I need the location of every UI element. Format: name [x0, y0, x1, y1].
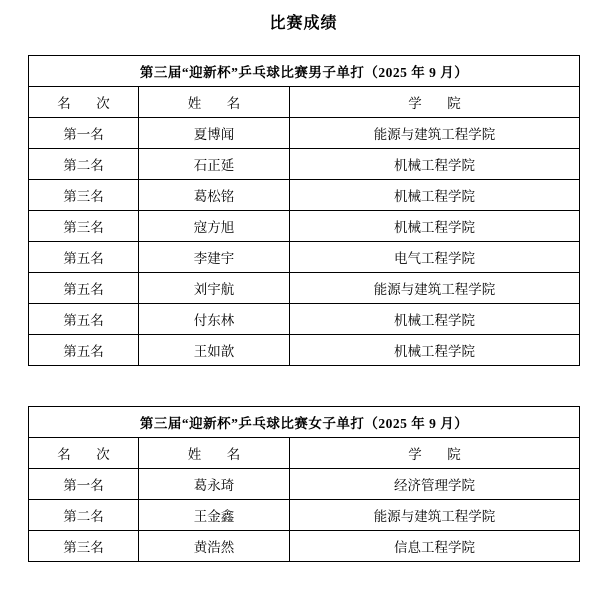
cell-department: 机械工程学院 [290, 149, 580, 180]
cell-rank: 第一名 [29, 469, 139, 500]
cell-name: 刘宇航 [139, 273, 290, 304]
table-row [29, 211, 580, 242]
column-header-rank: 名 次 [29, 438, 139, 469]
page-title: 比赛成绩 [269, 15, 338, 32]
results-table-mens-singles [28, 55, 580, 366]
cell-rank: 第五名 [29, 273, 139, 304]
cell-name: 石正延 [139, 149, 290, 180]
table-header-row [29, 438, 580, 469]
table-caption-row [29, 407, 580, 438]
cell-department: 能源与建筑工程学院 [290, 118, 580, 149]
cell-rank: 第五名 [29, 335, 139, 366]
cell-department: 机械工程学院 [290, 211, 580, 242]
column-header-department: 学 院 [290, 87, 580, 118]
results-table-womens-singles [28, 406, 580, 562]
cell-name: 寇方旭 [139, 211, 290, 242]
cell-name: 李建宇 [139, 242, 290, 273]
table-row [29, 335, 580, 366]
cell-name: 王如歆 [139, 335, 290, 366]
table-row [29, 118, 580, 149]
table-header-row [29, 87, 580, 118]
cell-department: 经济管理学院 [290, 469, 580, 500]
column-header-rank: 名 次 [29, 87, 139, 118]
cell-rank: 第一名 [29, 118, 139, 149]
table-caption: 第三届“迎新杯”乒乓球比赛男子单打（2025 年 9 月） [29, 56, 580, 87]
cell-department: 信息工程学院 [290, 531, 580, 562]
cell-rank: 第三名 [29, 531, 139, 562]
cell-rank: 第三名 [29, 180, 139, 211]
cell-department: 能源与建筑工程学院 [290, 273, 580, 304]
cell-name: 葛松铭 [139, 180, 290, 211]
table-row [29, 180, 580, 211]
cell-department: 电气工程学院 [290, 242, 580, 273]
table-row [29, 242, 580, 273]
table-caption-row [29, 56, 580, 87]
cell-name: 王金鑫 [139, 500, 290, 531]
cell-department: 机械工程学院 [290, 180, 580, 211]
cell-rank: 第二名 [29, 149, 139, 180]
cell-department: 能源与建筑工程学院 [290, 500, 580, 531]
table-row [29, 531, 580, 562]
cell-department: 机械工程学院 [290, 304, 580, 335]
cell-rank: 第三名 [29, 211, 139, 242]
table-caption: 第三届“迎新杯”乒乓球比赛女子单打（2025 年 9 月） [29, 407, 580, 438]
cell-name: 黄浩然 [139, 531, 290, 562]
table-row [29, 273, 580, 304]
column-header-name: 姓 名 [139, 438, 290, 469]
column-header-name: 姓 名 [139, 87, 290, 118]
cell-department: 机械工程学院 [290, 335, 580, 366]
column-header-department: 学 院 [290, 438, 580, 469]
table-row [29, 500, 580, 531]
cell-name: 夏博闻 [139, 118, 290, 149]
table-row [29, 304, 580, 335]
table-row [29, 469, 580, 500]
cell-rank: 第五名 [29, 304, 139, 335]
cell-name: 付东林 [139, 304, 290, 335]
table-gap [28, 366, 579, 406]
cell-rank: 第二名 [29, 500, 139, 531]
cell-name: 葛永琦 [139, 469, 290, 500]
cell-rank: 第五名 [29, 242, 139, 273]
table-row [29, 149, 580, 180]
document-page [0, 10, 607, 604]
